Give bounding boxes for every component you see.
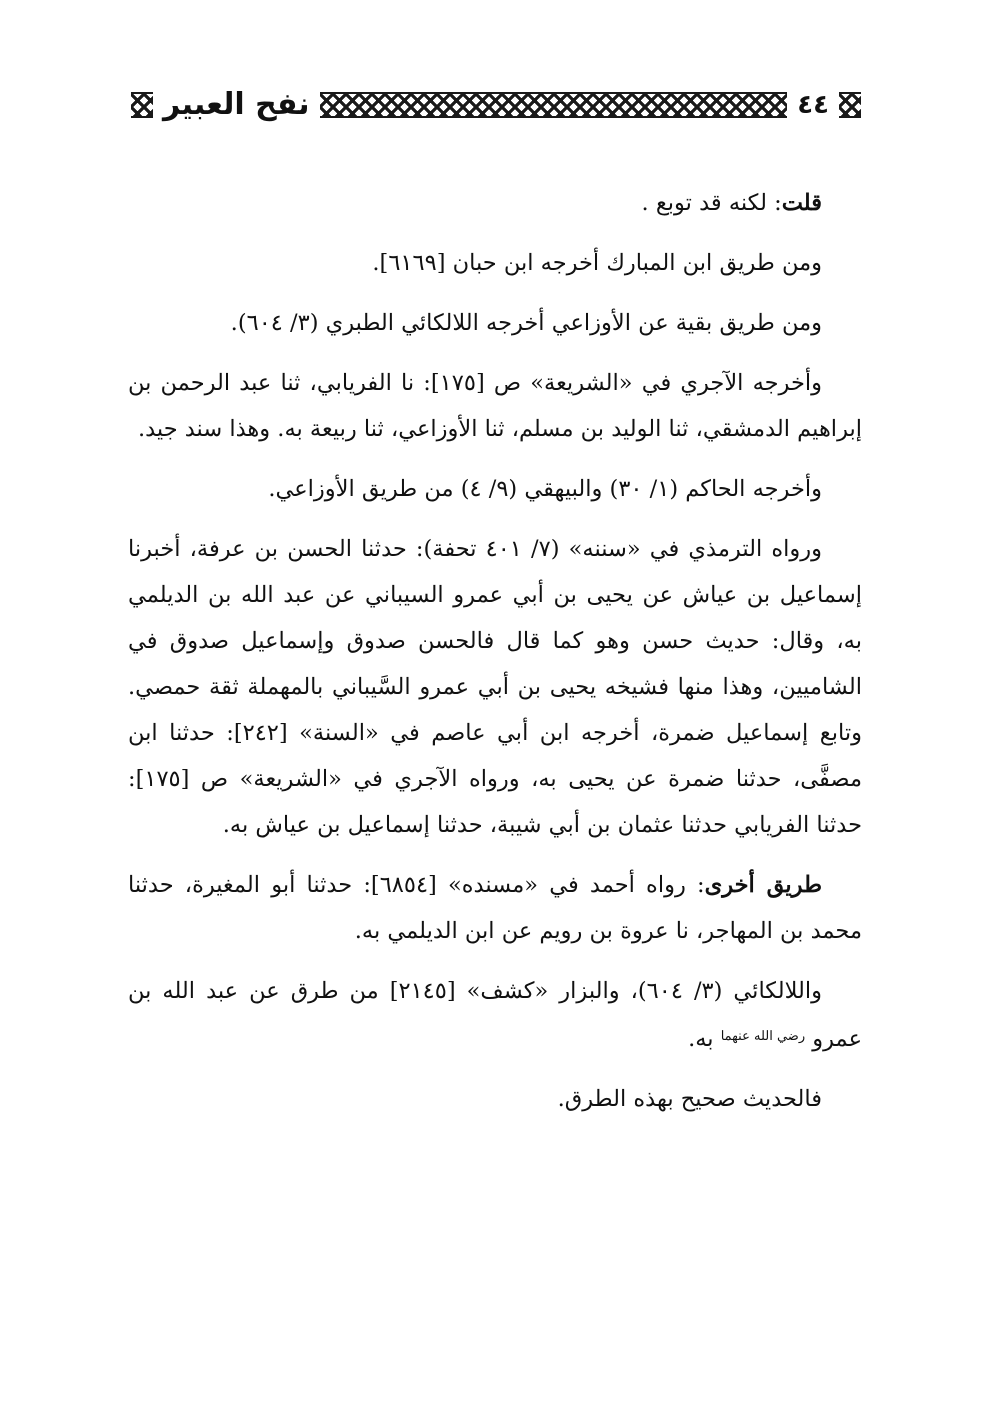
ornament-icon [131, 92, 153, 118]
paragraph-lead: قلت [781, 190, 822, 216]
paragraph-text: : لكنه قد توبع . [641, 190, 782, 216]
paragraph [128, 526, 862, 848]
paragraph [128, 1076, 862, 1122]
ornament-icon [839, 92, 861, 118]
paragraph-text: واللالكائي (٣/ ٦٠٤)، والبزار «كشف» [٢١٤٥] من طرق عن عبد الله بن عمرو [128, 978, 862, 1052]
paragraph-text: ومن طريق ابن المبارك أخرجه ابن حبان [٦١٦٩]. [372, 250, 822, 276]
page-body [128, 180, 862, 1136]
paragraph-text: : رواه أحمد في «مسنده» [٦٨٥٤]: حدثنا أبو المغيرة، حدثنا محمد بن المهاجر، نا عروة بن رويم عن ابن الديلمي به. [128, 872, 862, 944]
honorific-glyph: رضي الله عنهما [720, 1029, 806, 1044]
running-header [131, 83, 861, 127]
paragraph-text: ومن طريق بقية عن الأوزاعي أخرجه اللالكائي الطبري (٣/ ٦٠٤). [230, 310, 822, 336]
paragraph [128, 300, 862, 346]
paragraph [128, 968, 862, 1062]
ornament-band-icon [320, 92, 788, 118]
paragraph-text: وأخرجه الحاكم (١/ ٣٠) والبيهقي (٩/ ٤) من طريق الأوزاعي. [268, 476, 822, 502]
paragraph-text: فالحديث صحيح بهذه الطرق. [557, 1086, 822, 1112]
book-title: نفح العبير [163, 87, 310, 122]
page-number: ٤٤ [797, 90, 829, 120]
paragraph [128, 180, 862, 226]
paragraph [128, 862, 862, 954]
paragraph [128, 240, 862, 286]
paragraph-text: وأخرجه الآجري في «الشريعة» ص [١٧٥]: نا الفريابي، ثنا عبد الرحمن بن إبراهيم الدمشقي، ثنا الوليد بن مسلم، ثنا الأوزاعي، ثنا ربيعة به. وهذا سند جيد. [128, 370, 862, 442]
paragraph [128, 360, 862, 452]
paragraph-text: ورواه الترمذي في «سننه» (٧/ ٤٠١ تحفة): حدثنا الحسن بن عرفة، أخبرنا إسماعيل بن عياش عن يحيى بن أبي عمرو السيباني عن عبد الله بن الديلمي به، وقال: حديث حسن وهو كما قال فالحسن صدوق وإسماعيل صدوق في الشاميين، وهذا منها فشيخه يحيى بن أبي عمرو السَّيباني بالمهملة ثقة حمصي. وتابع إسماعيل ضمرة، أخرجه ابن أبي عاصم في «السنة» [٢٤٢]: حدثنا ابن مصفَّى، حدثنا ضمرة عن يحيى به، ورواه الآجري في «الشريعة» ص [١٧٥]: حدثنا الفريابي حدثنا عثمان بن أبي شيبة، حدثنا إسماعيل بن عياش به. [128, 536, 862, 838]
paragraph [128, 466, 862, 512]
paragraph-text: به. [688, 1026, 721, 1052]
paragraph-lead: طريق أخرى [704, 872, 822, 898]
